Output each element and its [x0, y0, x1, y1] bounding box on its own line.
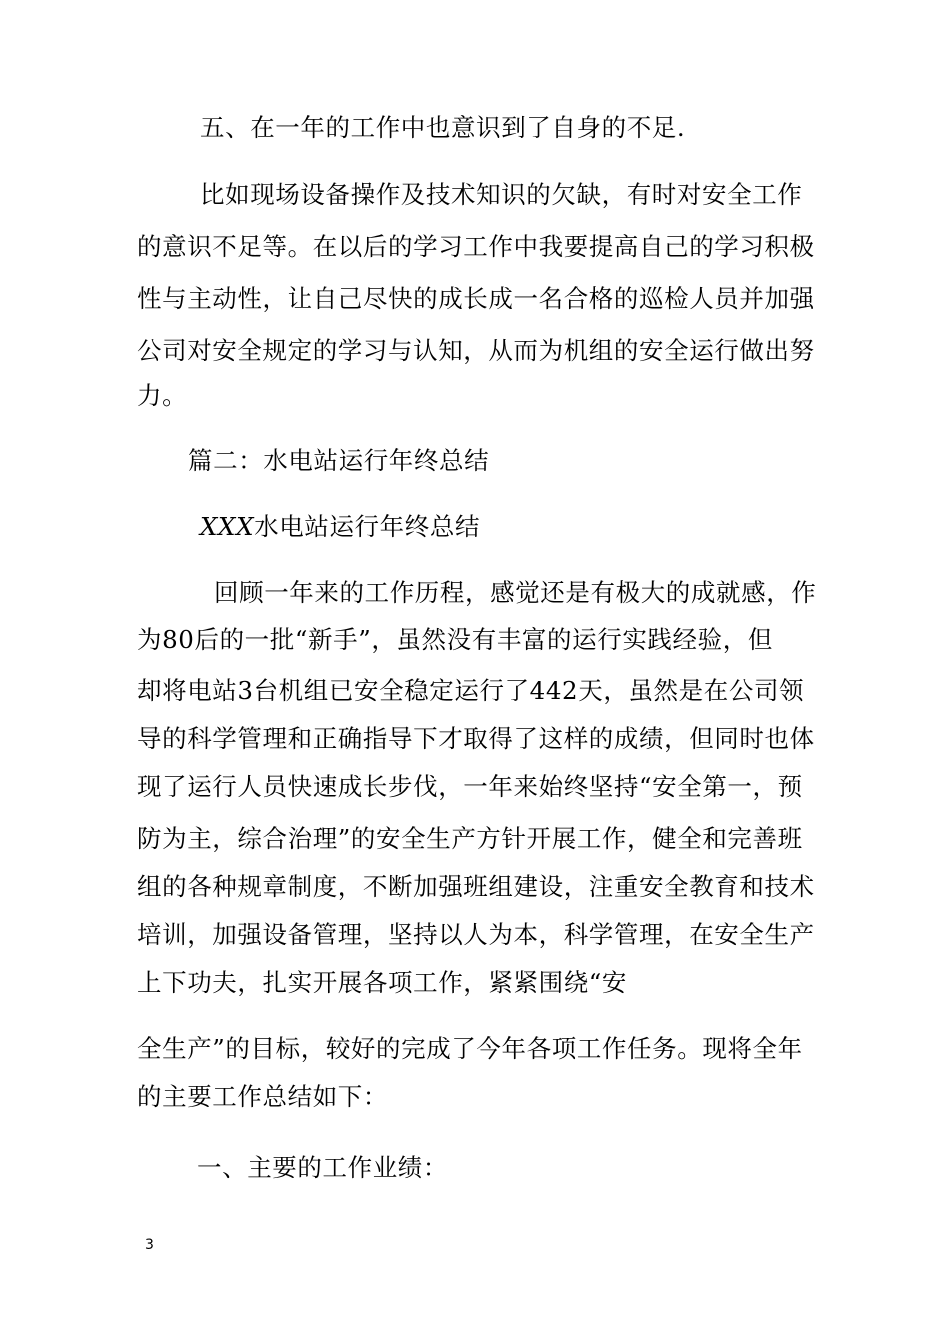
paragraph-line: 全生产”的目标，较好的完成了今年各项工作任务。现将全年	[137, 1034, 803, 1063]
document-subtitle	[200, 511, 950, 543]
paragraph-line: 公司对安全规定的学习与认知，从而为机组的安全运行做出努	[137, 336, 815, 365]
paragraph-line: 回顾一年来的工作历程，感觉还是有极大的成就感，作	[214, 578, 817, 607]
paragraph-line: 为80后的一批“新手”，虽然没有丰富的运行实践经验，但	[137, 625, 773, 654]
paragraph-line: 组的各种规章制度，不断加强班组建设，注重安全教育和技术	[137, 872, 815, 901]
paragraph-line: 防为主，综合治理”的安全生产方针开展工作，健全和完善班	[137, 824, 803, 853]
paragraph-line: 的意识不足等。在以后的学习工作中我要提高自己的学习积极	[137, 232, 815, 261]
paragraph-line: 性与主动性，让自己尽快的成长成一名合格的巡检人员并加强	[137, 284, 815, 313]
part-heading: 篇二：水电站运行年终总结	[188, 446, 490, 475]
paragraph-line: 上下功夫，扎实开展各项工作，紧紧围绕“安	[137, 968, 628, 997]
subtitle-text: 水电站运行年终总结	[254, 512, 481, 541]
section-heading-5: 五、在一年的工作中也意识到了自身的不足.	[200, 113, 686, 142]
paragraph-line: 培训，加强设备管理，坚持以人为本，科学管理，在安全生产	[137, 920, 815, 949]
paragraph-line: 的主要工作总结如下：	[137, 1082, 388, 1111]
paragraph-line: 导的科学管理和正确指导下才取得了这样的成绩，但同时也体	[137, 724, 815, 753]
page-number: 3	[145, 1237, 154, 1253]
paragraph-line: 力。	[137, 381, 188, 410]
subtitle-prefix: XXX	[200, 512, 255, 541]
paragraph-line: 却将电站3台机组已安全稳定运行了442天，虽然是在公司领	[137, 676, 805, 705]
paragraph-line: 比如现场设备操作及技术知识的欠缺，有时对安全工作	[200, 180, 803, 209]
section-heading-1: 一、主要的工作业绩：	[197, 1153, 448, 1182]
paragraph-line: 现了运行人员快速成长步伐，一年来始终坚持“安全第一，预	[137, 772, 803, 801]
